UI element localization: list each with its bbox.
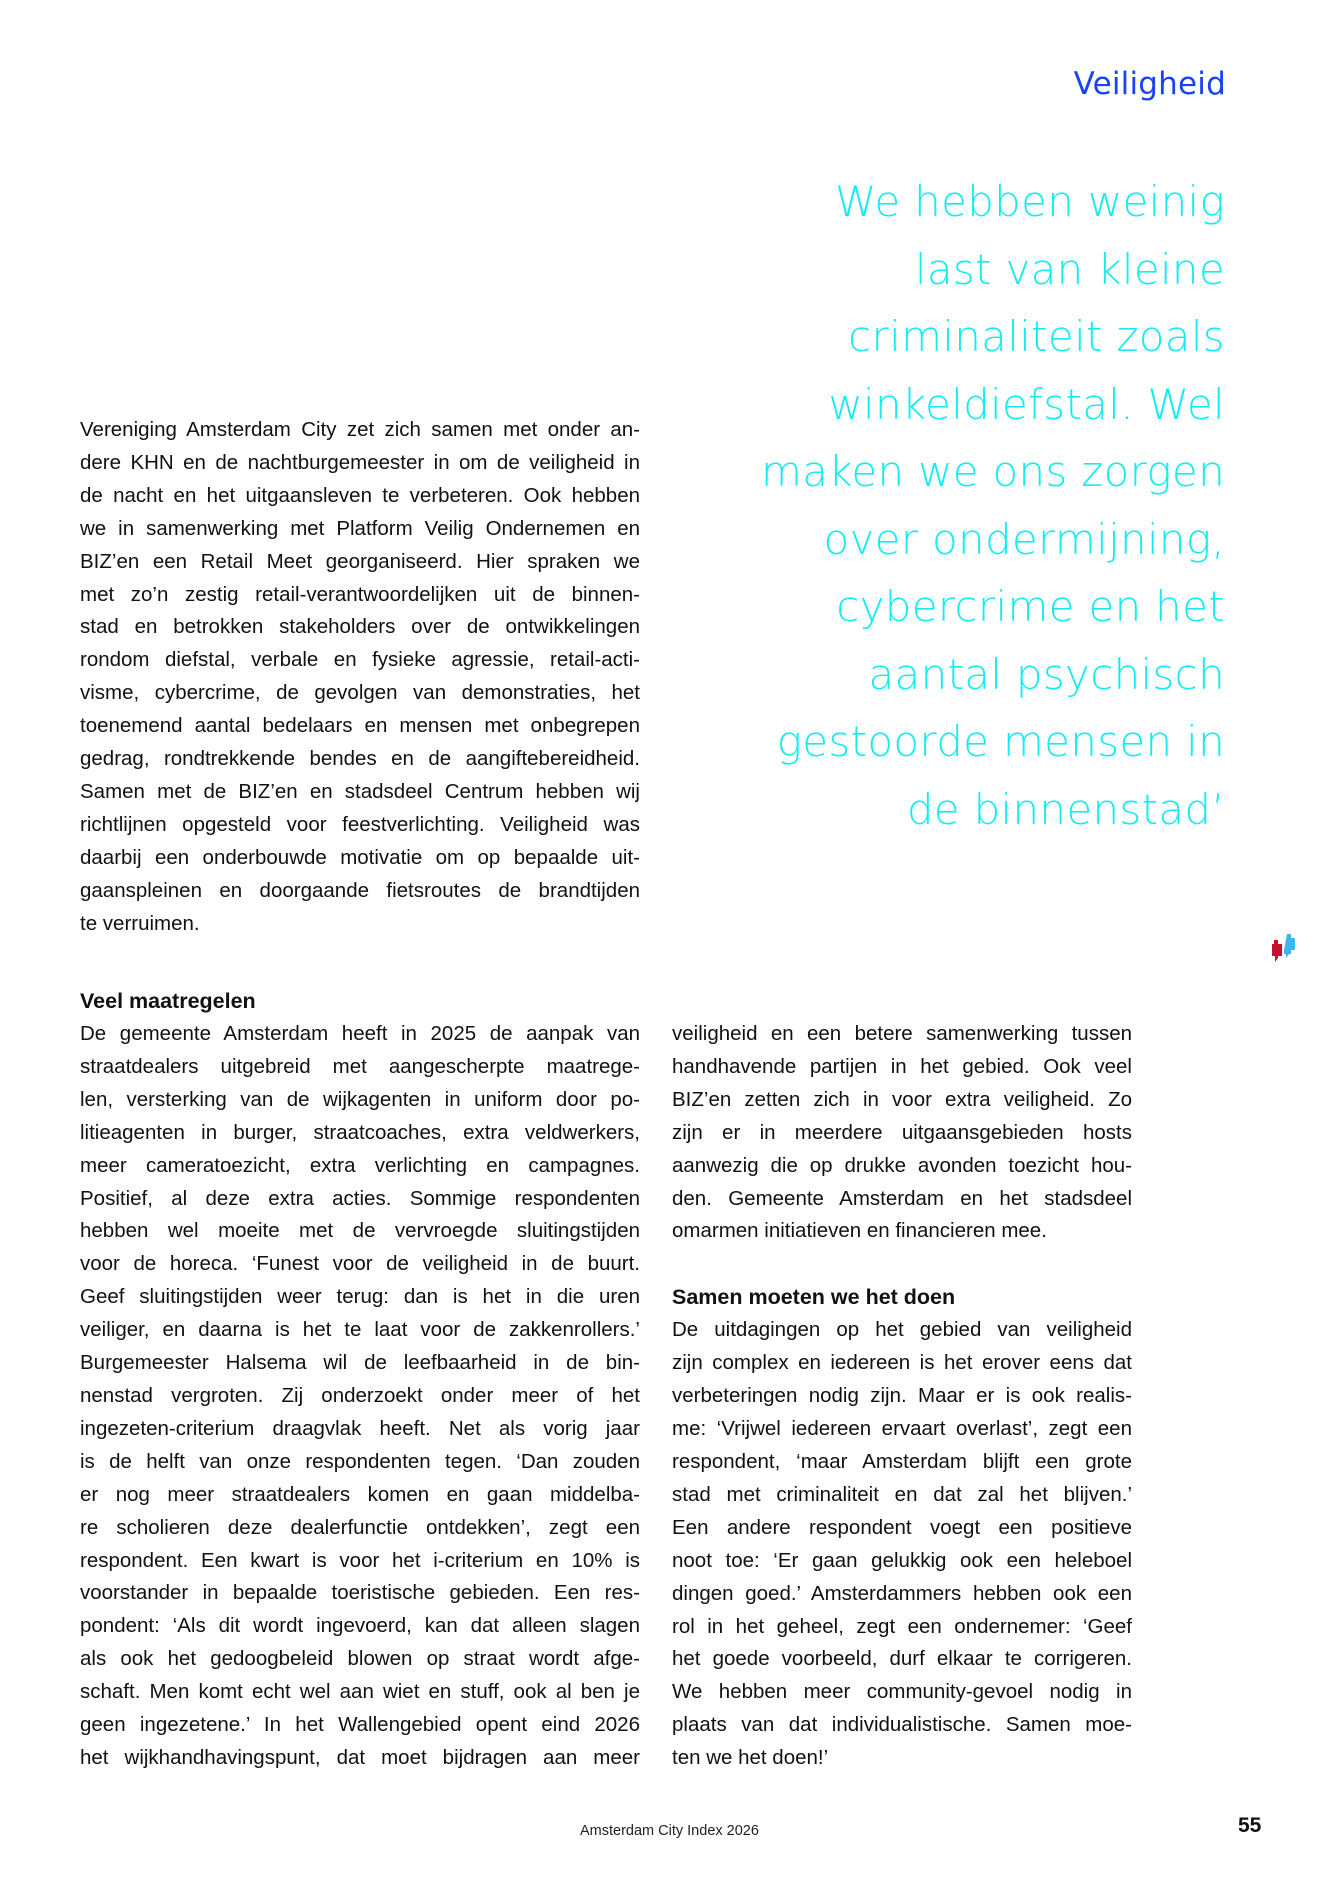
text-line: visme, cybercrime, de gevolgen van demonstraties, het	[80, 681, 640, 705]
text-line: rol in het geheel, zegt een ondernemer: ‘Geef	[672, 1614, 1132, 1638]
text-line: daarbij een onderbouwde motivatie om op bepaalde uit-	[80, 845, 640, 869]
intro-paragraph	[80, 414, 640, 941]
text-line: Samen met de BIZ’en en stadsdeel Centrum hebben wij	[80, 779, 640, 803]
text-line: gaanspleinen en doorgaande fietsroutes de brandtijden	[80, 878, 640, 902]
text-line: met zo’n zestig retail-verantwoordelijken uit de binnen-	[80, 582, 640, 606]
text-line: dingen goed.’ Amsterdammers hebben ook een	[672, 1581, 1132, 1605]
text-line: BIZ’en een Retail Meet georganiseerd. Hier spraken we	[80, 549, 640, 573]
text-line: We hebben meer community-gevoel nodig in	[672, 1680, 1132, 1704]
column-right	[672, 1018, 1132, 1775]
pull-quote-line: over ondermijning,	[823, 514, 1225, 564]
text-line: handhavende partijen in het gebied. Ook veel	[672, 1054, 1132, 1078]
text-line: stad met criminaliteit en dat zal het blijven.’	[672, 1482, 1132, 1506]
text-line: respondent, ‘maar Amsterdam blijft een grote	[672, 1449, 1132, 1473]
text-line: aanwezig die op drukke avonden toezicht hou-	[672, 1153, 1132, 1177]
pull-quote-line: criminaliteit zoals	[848, 312, 1225, 361]
text-line: De uitdagingen op het gebied van veiligheid	[672, 1318, 1132, 1342]
text-line: den. Gemeente Amsterdam en het stadsdeel	[672, 1186, 1132, 1210]
text-line: respondent. Een kwart is voor het i-criterium en 10% is	[80, 1548, 640, 1572]
text-line: stad en betrokken stakeholders over de ontwikkelingen	[80, 615, 640, 639]
text-line: pondent: ‘Als dit wordt ingevoerd, kan dat alleen slagen	[80, 1614, 640, 1638]
text-line: verbeteringen nodig zijn. Maar er is ook realis-	[672, 1384, 1132, 1408]
speech-bubbles-icon	[1270, 932, 1306, 966]
text-line: len, versterking van de wijkagenten in uniform door po-	[80, 1087, 640, 1111]
text-line: er nog meer straatdealers komen en gaan middelba-	[80, 1482, 640, 1506]
text-line: omarmen initiatieven en financieren mee.	[672, 1219, 1047, 1243]
text-line: schaft. Men komt echt wel aan wiet en stuff, ook al ben je	[80, 1680, 640, 1704]
text-line: BIZ’en zetten zich in voor extra veiligheid. Zo	[672, 1087, 1132, 1111]
text-line: zijn complex en iedereen is het erover eens dat	[672, 1351, 1132, 1375]
pull-quote-line: aantal psychisch	[868, 649, 1225, 699]
pull-quote	[605, 168, 1225, 843]
footer-publication: Amsterdam City Index 2026	[580, 1823, 759, 1839]
text-line: hebben wel moeite met de vervroegde sluitingstijden	[80, 1219, 640, 1243]
pull-quote-line: de binnenstad’	[906, 784, 1225, 834]
text-line: plaats van dat individualistische. Samen moe-	[672, 1713, 1132, 1737]
text-line: te verruimen.	[80, 911, 200, 935]
page-number: 55	[1238, 1814, 1262, 1837]
text-line: litieagenten in burger, straatcoaches, extra veldwerkers,	[80, 1120, 640, 1144]
text-line: ingezeten-criterium draagvlak heeft. Net als vorig jaar	[80, 1416, 640, 1440]
column-left	[80, 985, 640, 1775]
text-line: voorstander in bepaalde toeristische gebieden. Een res-	[80, 1581, 640, 1605]
text-line: Geef sluitingstijden weer terug: dan is het in die uren	[80, 1285, 640, 1309]
section-title: Veiligheid	[1073, 66, 1226, 102]
text-line: voor de horeca. ‘Funest voor de veiligheid in de buurt.	[80, 1252, 640, 1276]
pull-quote-line: cybercrime en het	[836, 582, 1225, 631]
text-line: ten we het doen!’	[672, 1746, 829, 1770]
text-line: veiliger, en daarna is het te laat voor de zakkenrollers.’	[80, 1318, 640, 1342]
text-line: rondom diefstal, verbale en fysieke agressie, retail-acti-	[80, 648, 640, 672]
pull-quote-line: gestoorde mensen in	[776, 717, 1225, 766]
text-line: is de helft van onze respondenten tegen. ‘Dan zouden	[80, 1449, 640, 1473]
text-line: gedrag, rondtrekkende bendes en de aangiftebereidheid.	[80, 747, 640, 771]
text-line: Burgemeester Halsema wil de leefbaarheid in de bin-	[80, 1351, 640, 1375]
text-line: re scholieren deze dealerfunctie ontdekken’, zegt een	[80, 1515, 640, 1539]
text-line: richtlijnen opgesteld voor feestverlichting. Veiligheid was	[80, 812, 640, 836]
pull-quote-line: We hebben weinig	[835, 177, 1225, 226]
text-line: zijn er in meerdere uitgaansgebieden hosts	[672, 1120, 1132, 1144]
pull-quote-line: last van kleine	[914, 244, 1225, 294]
text-line: noot toe: ‘Er gaan gelukkig ook een heleboel	[672, 1548, 1132, 1572]
text-line: De gemeente Amsterdam heeft in 2025 de aanpak van	[80, 1022, 640, 1045]
text-line: we in samenwerking met Platform Veilig Ondernemen en	[80, 516, 640, 540]
section-heading: Veel maatregelen	[80, 989, 256, 1013]
text-line: de nacht en het uitgaansleven te verbeteren. Ook hebben	[80, 483, 640, 507]
text-line: dere KHN en de nachtburgemeester in om de veiligheid in	[80, 450, 640, 474]
pull-quote-line: winkeldiefstal. Wel	[828, 379, 1225, 429]
text-line: Een andere respondent voegt een positieve	[672, 1515, 1132, 1539]
text-line: als ook het gedoogbeleid blowen op straat wordt afge-	[80, 1647, 640, 1671]
text-line: toenemend aantal bedelaars en mensen met onbegrepen	[80, 714, 640, 738]
text-line: veiligheid en een betere samenwerking tussen	[672, 1022, 1132, 1045]
text-line: het goede voorbeeld, durf elkaar te corrigeren.	[672, 1647, 1132, 1671]
text-line: Positief, al deze extra acties. Sommige respondenten	[80, 1186, 640, 1210]
text-line: Vereniging Amsterdam City zet zich samen met onder an-	[80, 418, 640, 441]
text-line: me: ‘Vrijwel iedereen ervaart overlast’, zegt een	[672, 1417, 1132, 1441]
text-line: geen ingezetene.’ In het Wallengebied opent eind 2026	[80, 1713, 640, 1737]
text-line: straatdealers uitgebreid met aangescherpte maatrege-	[80, 1054, 640, 1078]
pull-quote-line: maken we ons zorgen	[760, 447, 1225, 496]
text-line: meer cameratoezicht, extra verlichting en campagnes.	[80, 1153, 640, 1177]
section-heading: Samen moeten we het doen	[672, 1285, 956, 1310]
text-line: het wijkhandhavingspunt, dat moet bijdragen aan meer	[80, 1745, 640, 1769]
text-line: nenstad vergroten. Zij onderzoekt onder meer of het	[80, 1383, 640, 1407]
paragraph-gap	[672, 1248, 1132, 1281]
